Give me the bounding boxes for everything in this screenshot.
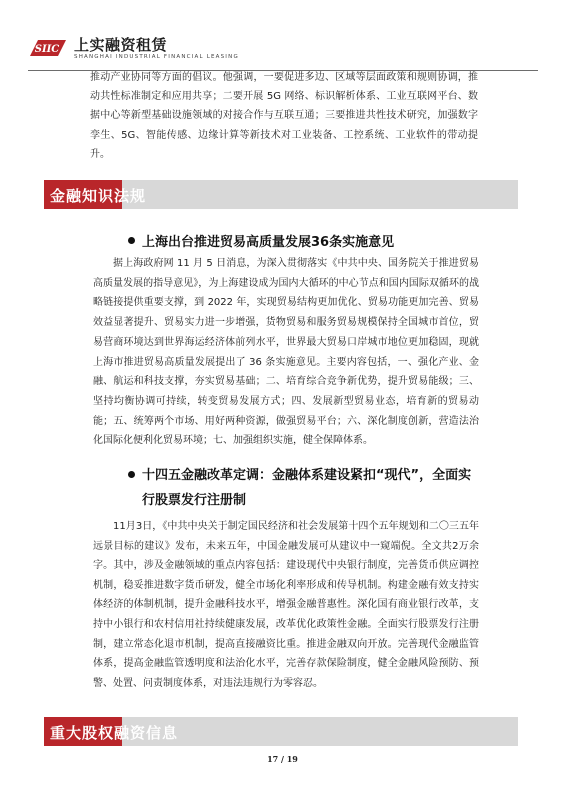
- company-name: 上实融资租赁: [74, 36, 168, 54]
- svg-text:SIIC: SIIC: [34, 44, 60, 55]
- section-title: 重大股权融资信息: [50, 724, 179, 742]
- siic-logo-icon: [28, 36, 68, 60]
- company-name-en: SHANGHAI INDUSTRIAL FINANCIAL LEASING: [74, 54, 239, 60]
- intro-paragraph: 推动产业协同等方面的倡议。他强调，一要促进多边、区域等层面政策和规则协调，推动共性标准制定和应用共享；二要开展 5G 网络、标识解析体系、工业互联网平台、数据中心等新型基础设施领域的对接合作与互联互通；三要推进共性技术研究，加强数字孪生、5G、智能传感、边缘计算等新技术对工业装备、工控系统、工业软件的带动提升。: [90, 72, 478, 160]
- article-title-line1: 十四五金融改革定调：金融体系建设紧扣“现代”，全面实: [142, 468, 472, 483]
- bullet-icon: [128, 471, 135, 478]
- page-header: [28, 30, 538, 70]
- page-number: 17 / 19: [267, 754, 298, 764]
- article-title: 上海出台推进贸易高质量发展36条实施意见: [142, 235, 395, 250]
- article-title-line2: 行股票发行注册制: [142, 493, 247, 508]
- article-body: 11月3日，《中共中央关于制定国民经济和社会发展第十四个五年规划和二〇三五年远景目标的建议》发布，未来五年，中国金融发展可从建议中一窥端倪。全文共2万余字。其中，涉及金融领域的重点内容包括：建设现代中央银行制度，完善货币供应调控机制，稳妥推进数字货币研发，健全市场化利率形成和传导机制。构建金融有效支持实体经济的体制机制，提升金融科技水平，增强金融普惠性。深化国有商业银行改革，支持中小银行和农村信用社持续健康发展，改革优化政策性金融。全面实行股票发行注册制，建立常态化退市机制，提高直接融资比重。推进金融双向开放。完善现代金融监管体系，提高金融监管透明度和法治化水平，完善存款保险制度，健全金融风险预防、预警、处置、问责制度体系，对违法违规行为零容忍。: [93, 521, 479, 689]
- article-body: 据上海政府网 11 月 5 日消息，为深入贯彻落实《中共中央、国务院关于推进贸易高质量发展的指导意见》，为上海建设成为国内大循环的中心节点和国内国际双循环的战略链接提供重要支撑，到 2022 年，实现贸易结构更加优化、贸易功能更加完善、贸易效益显著提升、贸易实力进一步增强，货物贸易和服务贸易规模保持全国城市首位，贸易营商环境达到世界海运经济体前列水平，世界最大贸易口岸城市地位更加稳固，现就上海市推进贸易高质量发展提出了 36 条实施意见。主要内容包括，一、强化产业、金融、航运和科技支撑，夯实贸易基础；二、培育综合竞争新优势，提升贸易能级；三、坚持均衡协调可持续，转变贸易发展方式；四、发展新型贸易业态，培育新的贸易动能；五、统筹两个市场、用好两种资源，做强贸易平台；六、深化制度创新，营造法治化国际化便利化贸易环境；七、加强组织实施，健全保障体系。: [93, 258, 479, 447]
- section-banner-financial: [44, 180, 518, 209]
- section-title: 金融知识法规: [50, 187, 147, 205]
- section-banner-equity: [44, 717, 518, 746]
- bullet-icon: [128, 237, 135, 244]
